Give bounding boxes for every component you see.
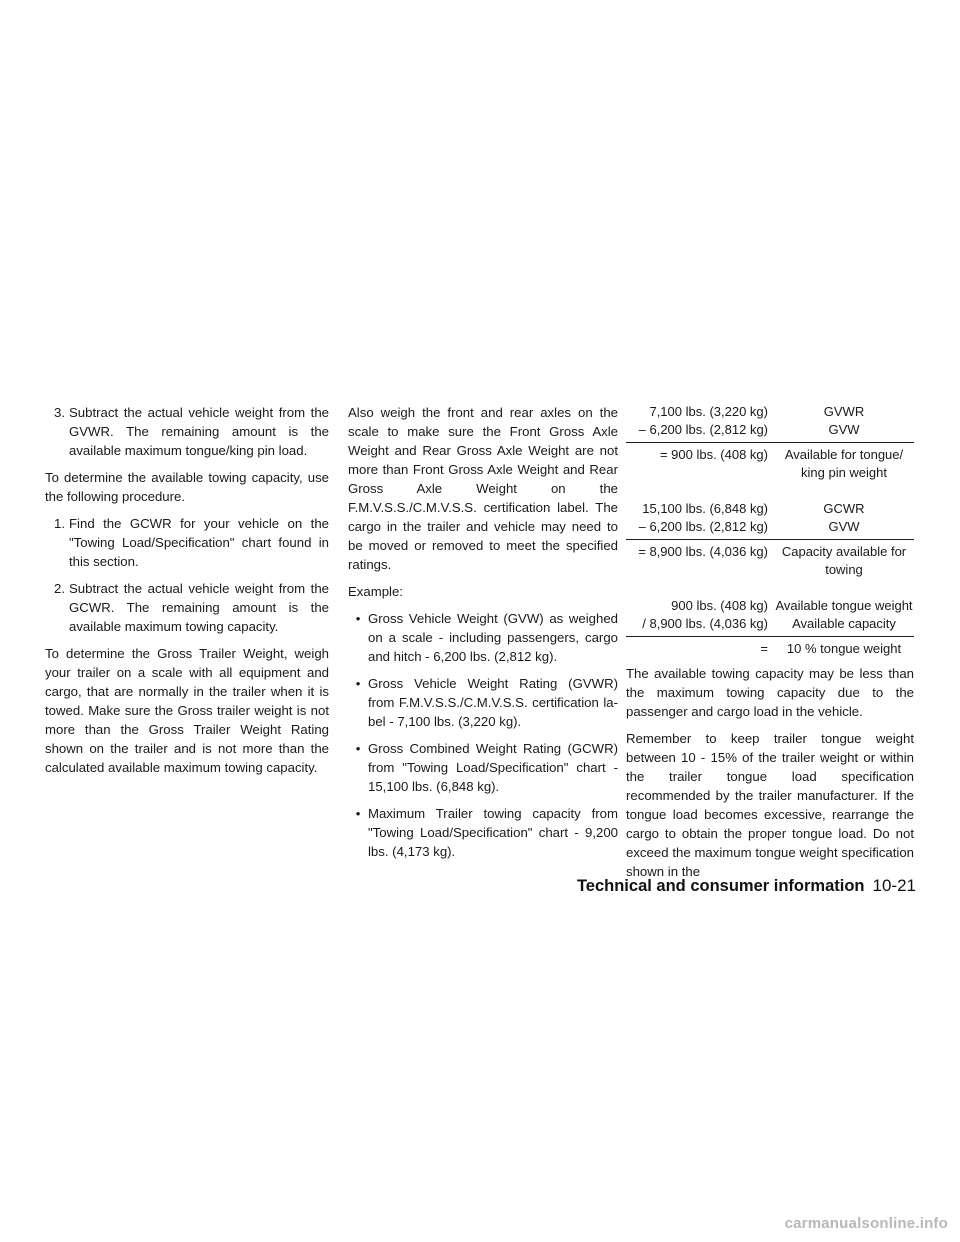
calc-value: / 8,900 lbs. (4,036 kg)	[642, 616, 768, 631]
calc-row	[626, 421, 914, 439]
step-number: 3.	[54, 405, 65, 420]
step-text: Find the GCWR for your vehicle on the "Towing Load/Specification" chart found in this section.	[69, 516, 329, 569]
calc-row	[626, 597, 914, 615]
calc-result-row	[626, 446, 914, 482]
calc-label: GCWR	[823, 501, 865, 516]
calc-value: = 900 lbs. (408 kg)	[659, 447, 768, 462]
calc-label: GVW	[828, 519, 860, 534]
calc-label: 10 % tongue weight	[786, 641, 902, 656]
page-footer	[577, 876, 916, 896]
calc-value: 7,100 lbs. (3,220 kg)	[649, 404, 768, 419]
calc-label: GVW	[828, 422, 860, 437]
bullet-text: Gross Combined Weight Rating (GCWR) from "Towing Load/Specification" chart - 15,100 lbs. (6,848 kg).	[368, 741, 618, 794]
calc-divider	[626, 636, 914, 637]
example-bullet	[348, 609, 618, 666]
example-bullet	[348, 674, 618, 731]
calc-value: =	[760, 641, 768, 656]
calc-row	[626, 403, 914, 421]
page-number: 10-21	[872, 876, 916, 895]
calc-value: = 8,900 lbs. (4,036 kg)	[638, 544, 768, 559]
step-text: Subtract the actual vehicle weight from the GVWR. The remaining amount is the available maximum tongue/king pin load.	[69, 405, 329, 458]
calc-value: 900 lbs. (408 kg)	[671, 598, 768, 613]
towing-step-2	[45, 579, 329, 636]
gross-trailer-weight-paragraph: To determine the Gross Trailer Weight, weigh your trailer on a scale with all equipment and cargo, that are normally in the trailer when it is towed. Make sure the Gross trailer weight is not more than the Gross Trailer Weight Rating shown on the trailer and is not more than the calculated available maximum towing capacity.	[45, 646, 329, 775]
calc-row	[626, 500, 914, 518]
example-bullet	[348, 804, 618, 861]
towing-step-1	[45, 514, 329, 571]
example-bullet	[348, 739, 618, 796]
calc-value: 15,100 lbs. (6,848 kg)	[642, 501, 768, 516]
watermark: carmanualsonline.info	[784, 1215, 948, 1232]
calc-label: Available capacity	[792, 616, 896, 631]
calc-value: – 6,200 lbs. (2,812 kg)	[638, 422, 768, 437]
step-number: 2.	[54, 581, 65, 596]
calc-label: GVWR	[823, 404, 865, 419]
section-title: Technical and consumer information	[576, 877, 865, 895]
capacity-paragraph: The available towing capacity may be less than the maximum towing capacity due to the passenger and cargo load in the vehicle.	[626, 666, 914, 719]
tongue-weight-paragraph: Remember to keep trailer tongue weight between 10 - 15% of the trailer weight or within the trailer tongue load specification recommended by the trailer manufacturer. If the tongue load becomes excessive, rearrange the cargo to obtain the proper tongue load. Do not exceed the maximum tongue weight specification shown in the	[626, 731, 914, 879]
right-column	[626, 403, 914, 889]
middle-column	[348, 403, 618, 869]
bullet-text: Gross Vehicle Weight (GVW) as weighed on a scale - including passengers, cargo and hitch - 6,200 lbs. (2,812 kg).	[368, 611, 618, 664]
bullet-glyph: •	[355, 676, 361, 691]
calc-label: Available tongue weight	[775, 598, 913, 613]
step-number: 1.	[54, 516, 65, 531]
example-label: Example:	[348, 584, 403, 599]
bullet-glyph: •	[355, 611, 361, 626]
calc-result-row	[626, 640, 914, 658]
bullet-glyph: •	[355, 806, 361, 821]
calc-row	[626, 615, 914, 633]
calc-divider	[626, 442, 914, 443]
calc-divider	[626, 539, 914, 540]
bullet-text: Gross Vehicle Weight Rating (GVWR) from F.M.V.S.S./C.M.V.S.S. certification label - 7,100 lbs. (3,220 kg).	[368, 676, 618, 729]
left-column	[45, 403, 329, 785]
calc-label: Available for tongue/ king pin weight	[784, 447, 904, 480]
step-text: Subtract the actual vehicle weight from the GCWR. The remaining amount is the available maximum towing capacity.	[69, 581, 329, 634]
calc-result-row	[626, 543, 914, 579]
bullet-text: Maximum Trailer towing capacity from "Towing Load/Specification" chart - 9,200 lbs. (4,173 kg).	[368, 806, 618, 859]
bullet-glyph: •	[355, 741, 361, 756]
step-3-item	[45, 403, 329, 460]
tongue-weight-calculation	[626, 403, 914, 658]
calc-label: Capacity available for towing	[781, 544, 907, 577]
towing-intro-paragraph: To determine the available towing capacity, use the following procedure.	[45, 470, 329, 504]
calc-row	[626, 518, 914, 536]
calc-value: – 6,200 lbs. (2,812 kg)	[638, 519, 768, 534]
axle-weight-paragraph: Also weigh the front and rear axles on the scale to make sure the Front Gross Axle Weight and Rear Gross Axle Weight are not more than Front Gross Axle Weight and Rear Gross Axle Weight on the F.M.V.S.S./C.M.V.S.S. certification label. The cargo in the trailer and vehicle may need to be moved or removed to meet the specified ratings.	[348, 405, 618, 572]
